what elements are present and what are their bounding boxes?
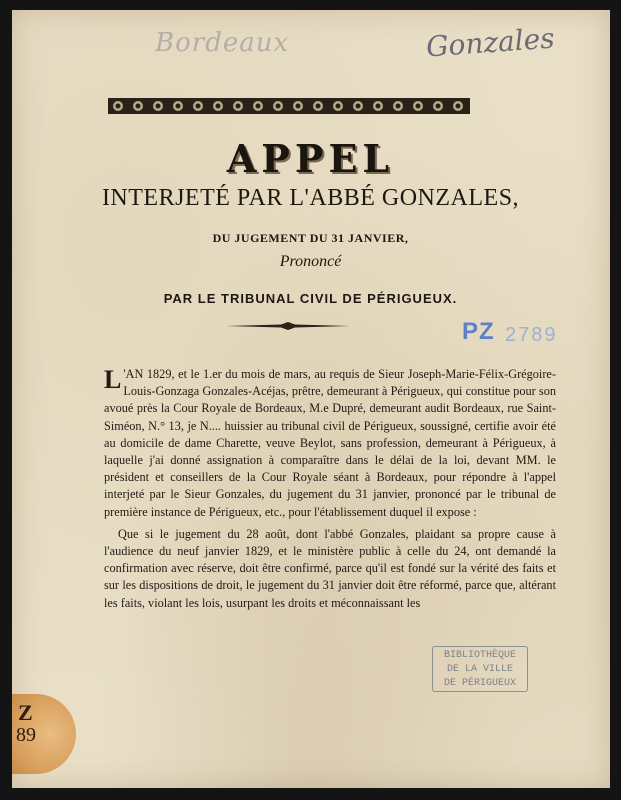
ornament-banner [108,95,470,117]
page-subtitle: INTERJETÉ PAR L'ABBÉ GONZALES, [101,185,520,211]
library-stamp-line-2: DE LA VILLE [446,664,513,675]
handwritten-note-right: Gonzales [425,21,556,64]
seal-letter: Z [18,700,33,725]
page-title: APPEL [226,136,395,181]
paragraph-1-text: 'AN 1829, et le 1.er du mois de mars, au requis de Sieur Joseph-Marie-Félix-Grégoire-Louis-Gonzaga Gonzales-Acéjas, prêtre, demeurant à Périgueux, qui constitue pour son avoué près la Cour Royale de Bordeaux, M.e Dupré, demeurant audit Bordeaux, rue Saint-Siméon, N.° 13, je N.... huissier au tribunal civil de Périgueux, soussigné, certifie avoir été au domicile de dame Charette, veuve Beylot, sans profession, demeurant à Périgueux, à laquelle j'ai donné assignation à comparaître dans le délai de la loi, devant MM. le président et conseillers de la Cour Royale séant à Bordeaux, pour répondre à l'appel interjeté par le Sieur Gonzales, du jugement du 31 janvier, prononcé par le tribunal de première instance de Périgueux, etc., pour l'établissement duquel il expose : [104,367,556,519]
paragraph-1 [104,366,556,521]
archive-stamp-letters: PZ [462,318,495,345]
body-text [104,366,556,617]
prononce-line: Prononcé [279,253,342,270]
seal-number: 89 [16,724,36,746]
tribunal-line: PAR LE TRIBUNAL CIVIL DE PÉRIGUEUX. [163,291,458,306]
drop-cap: L [104,365,122,394]
library-stamp [432,646,528,692]
handwritten-note-left: Bordeaux [155,28,290,58]
decorative-rule [226,322,350,330]
paragraph-2: Que si le jugement du 28 août, dont l'abbé Gonzales, plaidant sa propre cause à l'audience du neuf janvier 1829, et le ministère public à celle du 24, ont demandé la confirmation avec réserve, doit être confirmé, parce qu'il est fondé sur la vérité des faits et sur les dispositions de droit, le jugement du 31 janvier doit être réformé, parce que, altérant les faits, violant les lois, usurpant les droits et méconnaissant les [104,526,556,610]
jugement-line: DU JUGEMENT DU 31 JANVIER, [212,231,409,245]
archive-stamp-number: 2789 [505,324,558,346]
library-stamp-line-3: DE PÉRIGUEUX [443,678,516,689]
library-stamp-line-1: BIBLIOTHÈQUE [443,650,516,661]
